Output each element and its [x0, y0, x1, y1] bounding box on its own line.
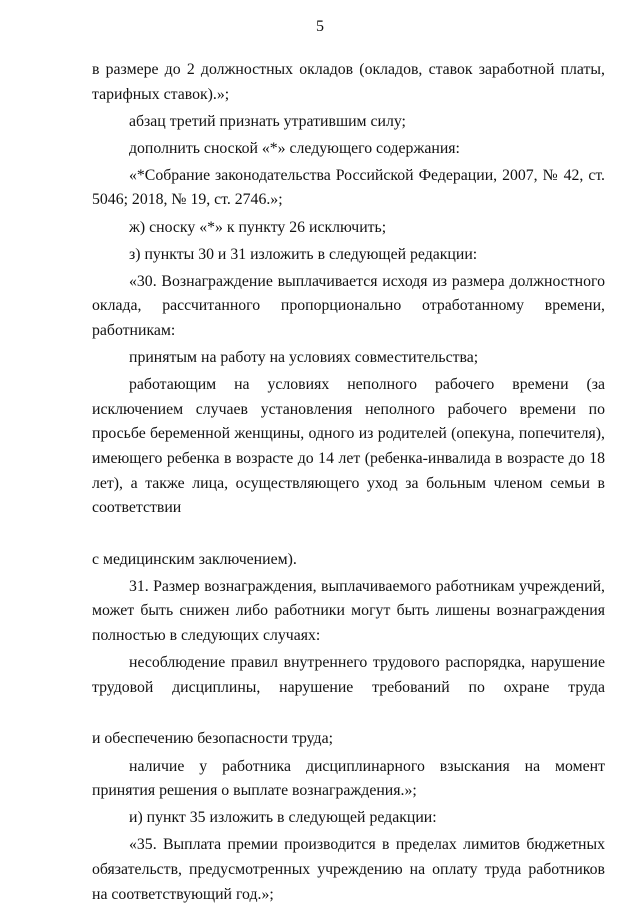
paragraph: 31. Размер вознаграждения, выплачиваемого работникам учреждений, может быть снижен либо работники могут быть лишены вознаграждения полностью в следующих случаях: — [92, 577, 605, 645]
paragraph: несоблюдение правил внутреннего трудового распорядка, нарушение трудовой дисциплины, нарушение требований по охране труда — [92, 654, 605, 696]
paragraph: «35. Выплата премии производится в пределах лимитов бюджетных обязательств, предусмотренных учреждению на оплату труда работников на соответствующий год.»; — [92, 836, 605, 903]
paragraph: з) пункты 30 и 31 изложить в следующей редакции: — [129, 245, 478, 263]
paragraph: «*Собрание законодательства Российской Федерации, 2007, № 42, ст. 5046; 2018, № 19, ст. 2746.»; — [92, 166, 605, 209]
paragraph: в размере до 2 должностных окладов (окладов, ставок заработной платы, тарифных ставок).»; — [92, 61, 605, 103]
paragraph: работающим на условиях неполного рабочего времени (за исключением случаев установления неполного рабочего времени по просьбе беременной женщины, одного из родителей (опекуна, попечителя), имеющего ребенка в возрасте до 14 лет (ребенка-инвалида в возрасте до 18 лет), а также лица, осуществляющего уход за больным членом семьи в соответствии — [92, 376, 605, 517]
paragraph: «30. Вознаграждение выплачивается исходя из размера должностного оклада, рассчитанного пропорционально отработанному времени, работникам: — [92, 272, 605, 339]
paragraph: абзац третий признать утратившим силу; — [129, 112, 406, 130]
paragraph: и обеспечению безопасности труда; — [92, 730, 333, 748]
paragraph: ж) сноску «*» к пункту 26 исключить; — [129, 218, 387, 236]
paragraph: принятым на работу на условиях совместительства; — [129, 349, 479, 367]
paragraph: наличие у работника дисциплинарного взыскания на момент принятия решения о выплате вознаграждения.»; — [92, 757, 605, 800]
paragraph: с медицинским заключением). — [92, 550, 297, 568]
paragraph: и) пункт 35 изложить в следующей редакции: — [129, 809, 437, 827]
page-number: 5 — [316, 18, 324, 35]
document-body — [92, 58, 605, 910]
paragraph: дополнить сноской «*» следующего содержания: — [129, 139, 460, 157]
